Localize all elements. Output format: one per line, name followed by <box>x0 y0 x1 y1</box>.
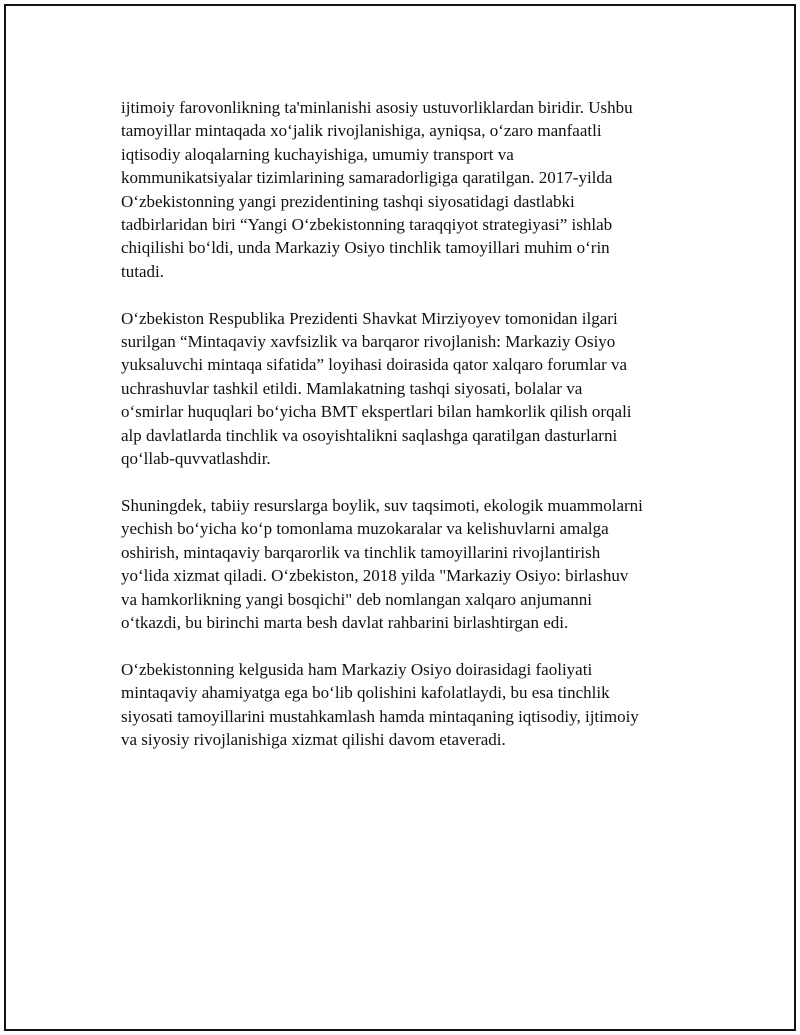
paragraph-1 <box>121 96 696 283</box>
paragraph-3 <box>121 494 696 634</box>
text-line: iqtisodiy aloqalarning kuchayishiga, umumiy transport va <box>121 144 514 164</box>
text-line: va hamkorlikning yangi bosqichi" deb nomlangan xalqaro anjumanni <box>121 589 593 609</box>
text-line: tamoyillar mintaqada xo‘jalik rivojlanishiga, ayniqsa, o‘zaro manfaatli <box>121 121 602 141</box>
text-line: yo‘lida xizmat qiladi. O‘zbekiston, 2018 yilda "Markaziy Osiyo: birlashuv <box>121 566 629 586</box>
text-line: O‘zbekistonning yangi prezidentining tashqi siyosatidagi dastlabki <box>121 191 575 211</box>
text-line: surilgan “Mintaqaviy xavfsizlik va barqaror rivojlanish: Markaziy Osiyo <box>121 332 616 352</box>
text-line: tutadi. <box>121 261 164 281</box>
text-line: o‘tkazdi, bu birinchi marta besh davlat rahbarini birlashtirgan edi. <box>121 612 569 632</box>
text-line: Shuningdek, tabiiy resurslarga boylik, suv taqsimoti, ekologik muammolarni <box>121 495 643 515</box>
text-line: alp davlatlarda tinchlik va osoyishtalikni saqlashga qaratilgan dasturlarni <box>121 425 618 445</box>
text-line: yuksaluvchi mintaqa sifatida” loyihasi doirasida qator xalqaro forumlar va <box>121 355 628 375</box>
text-line: ijtimoiy farovonlikning ta'minlanishi asosiy ustuvorliklardan biridir. Ushbu <box>121 98 633 117</box>
page-body <box>121 96 696 775</box>
text-line: va siyosiy rivojlanishiga xizmat qilishi davom etaveradi. <box>121 729 506 749</box>
text-line: uchrashuvlar tashkil etildi. Mamlakatning tashqi siyosati, bolalar va <box>121 378 583 398</box>
text-line: chiqilishi bo‘ldi, unda Markaziy Osiyo tinchlik tamoyillari muhim o‘rin <box>121 238 610 258</box>
text-line: tadbirlaridan biri “Yangi O‘zbekistonning taraqqiyot strategiyasi” ishlab <box>121 215 613 235</box>
text-line: O‘zbekiston Respublika Prezidenti Shavkat Mirziyoyev tomonidan ilgari <box>121 308 618 328</box>
text-line: oshirish, mintaqaviy barqarorlik va tinchlik tamoyillarini rivojlantirish <box>121 542 601 562</box>
text-line: yechish bo‘yicha ko‘p tomonlama muzokaralar va kelishuvlarni amalga <box>121 519 609 539</box>
text-line: o‘smirlar huquqlari bo‘yicha BMT ekspertlari bilan hamkorlik qilish orqali <box>121 402 632 422</box>
text-line: qo‘llab-quvvatlashdir. <box>121 449 271 469</box>
text-line: mintaqaviy ahamiyatga ega bo‘lib qolishini kafolatlaydi, bu esa tinchlik <box>121 683 610 703</box>
paragraph-4 <box>121 658 696 752</box>
document-page <box>4 4 796 1031</box>
text-line: O‘zbekistonning kelgusida ham Markaziy Osiyo doirasidagi faoliyati <box>121 659 593 679</box>
paragraph-2 <box>121 307 696 471</box>
text-line: siyosati tamoyillarini mustahkamlash hamda mintaqaning iqtisodiy, ijtimoiy <box>121 706 639 726</box>
text-line: kommunikatsiyalar tizimlarining samaradorligiga qaratilgan. 2017-yilda <box>121 168 613 188</box>
